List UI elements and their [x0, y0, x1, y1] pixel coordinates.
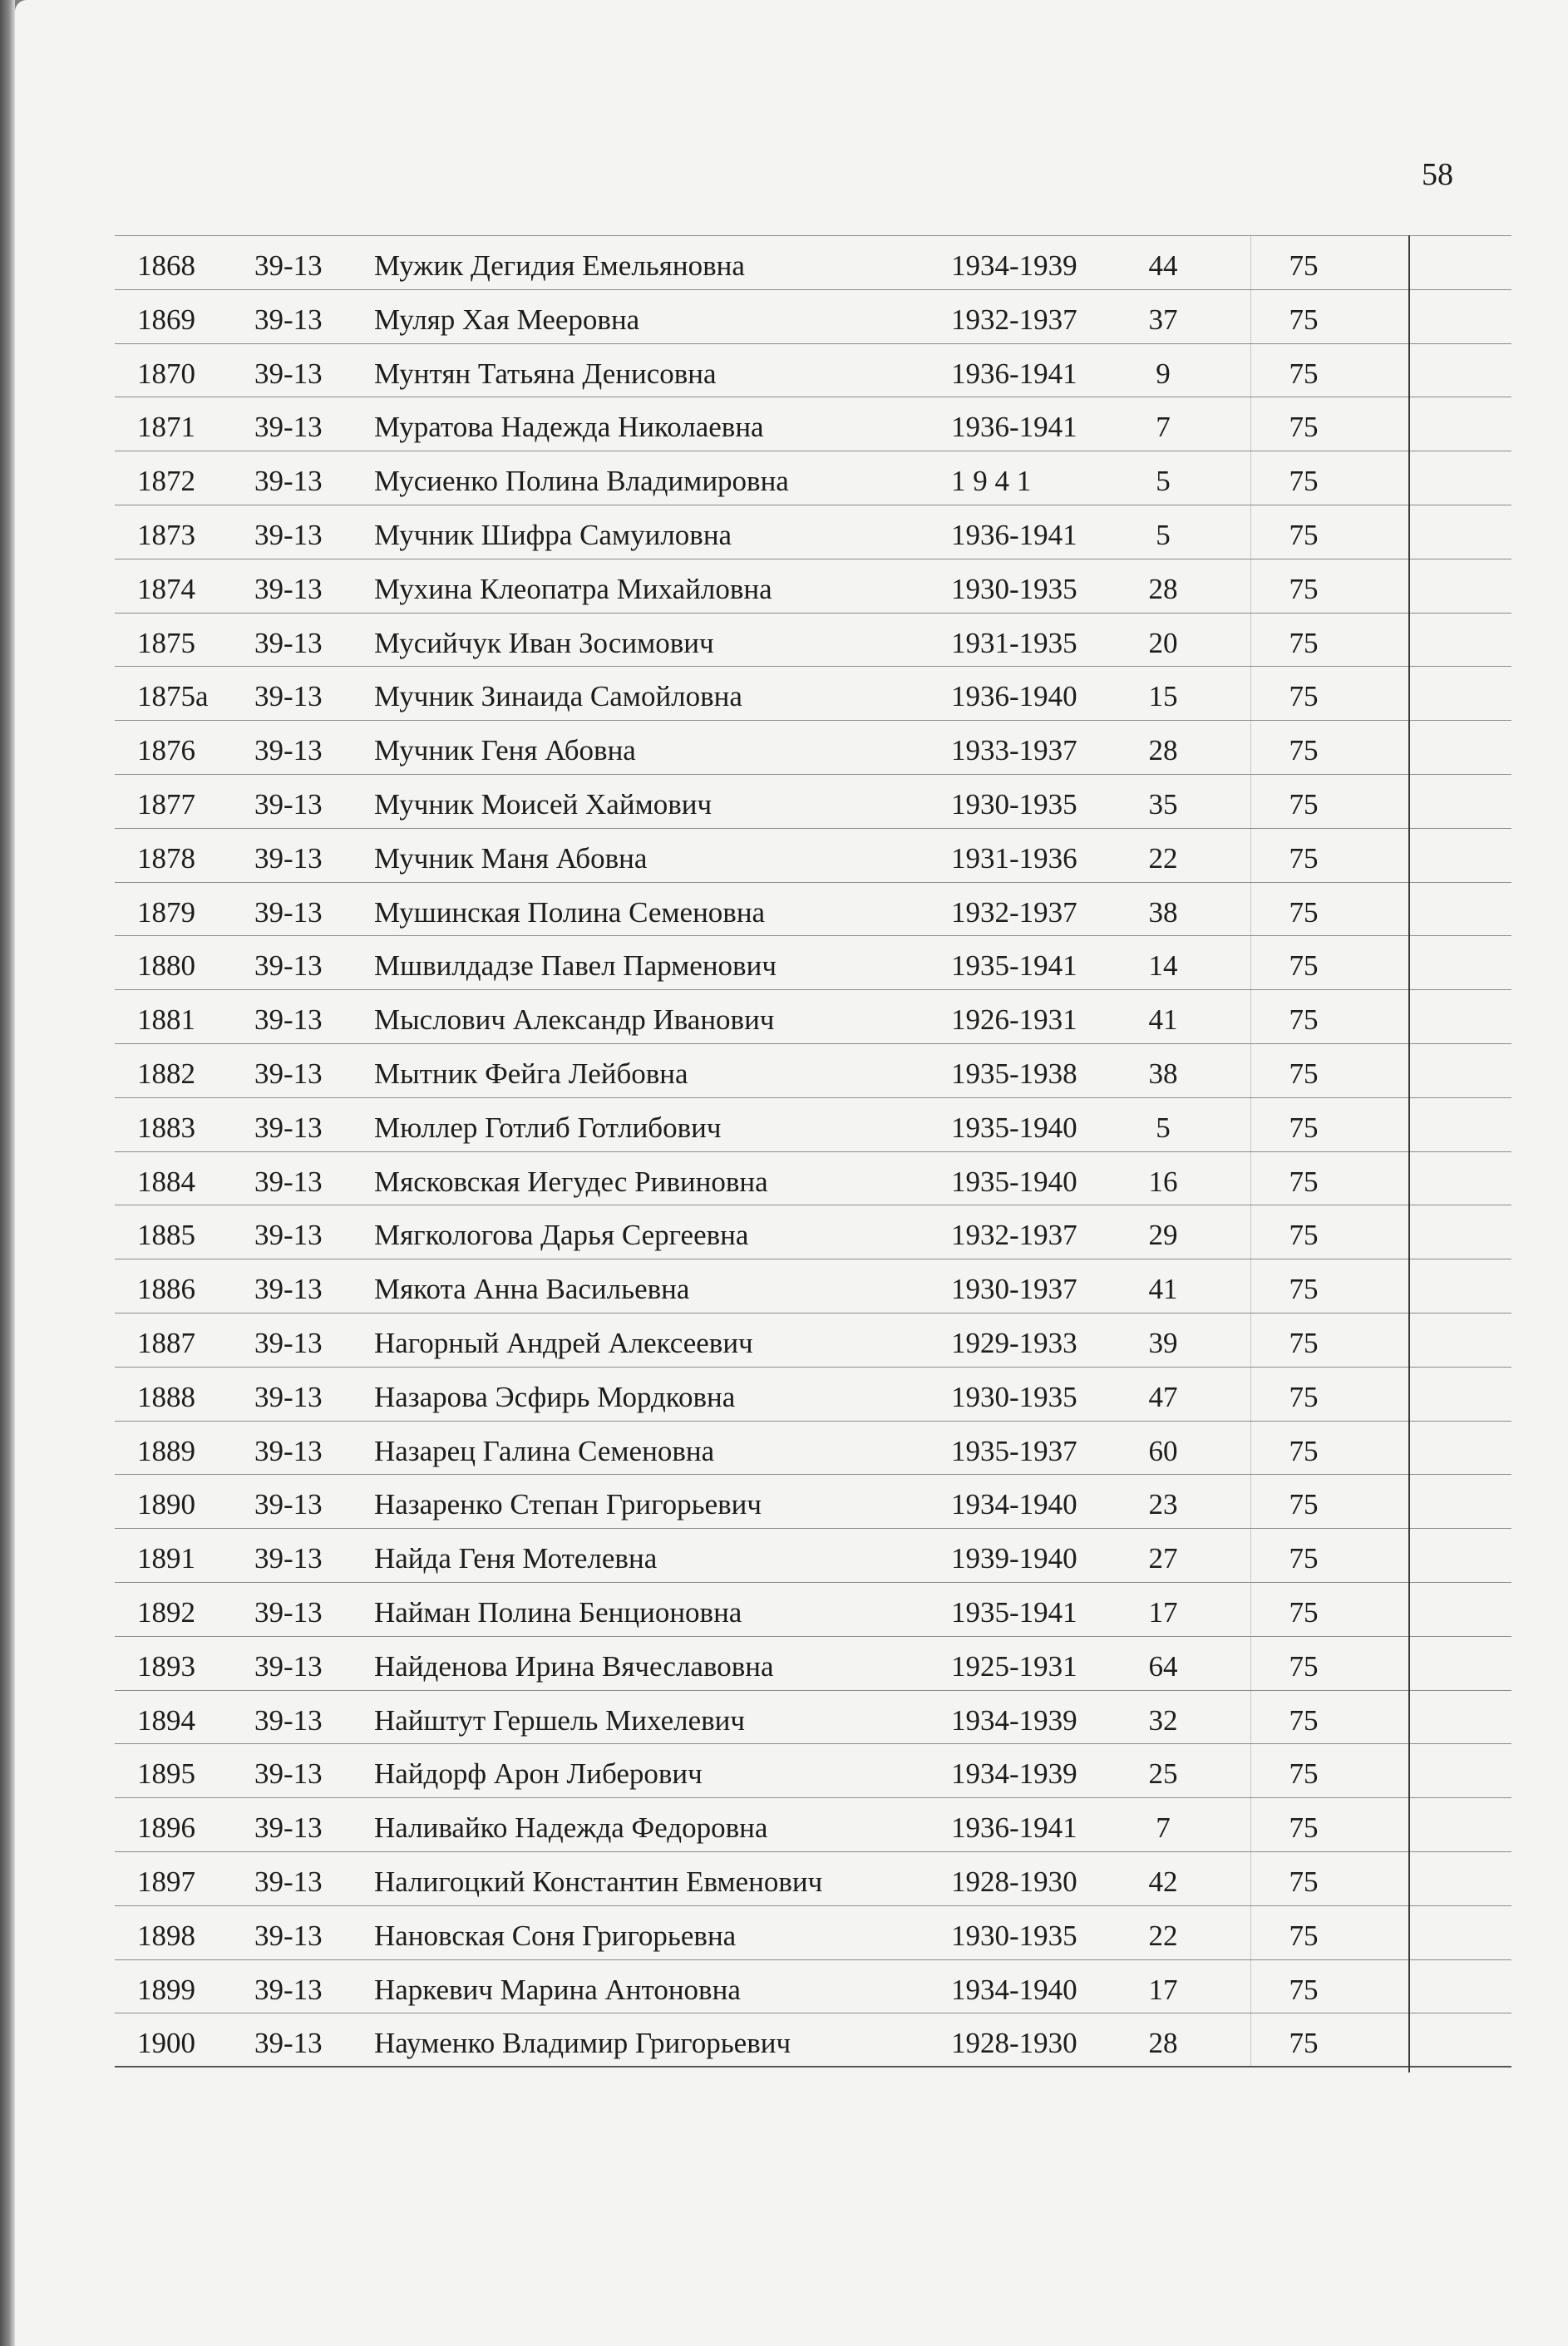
record-code: 39-13: [254, 734, 323, 767]
column-separator: [1250, 1368, 1251, 1421]
person-name: Найштут Гершель Михелевич: [374, 1703, 746, 1737]
record-code: 39-13: [254, 465, 323, 498]
record-count: 27: [1148, 1542, 1178, 1575]
record-code: 39-13: [254, 1488, 323, 1521]
record-years: 1935-1941: [951, 949, 1077, 983]
record-code: 39-13: [254, 1326, 323, 1359]
column-separator: [1250, 721, 1251, 774]
column-separator: [1250, 990, 1251, 1043]
record-count: 42: [1148, 1865, 1178, 1898]
record-count: 22: [1148, 841, 1178, 875]
column-separator: [1250, 1475, 1251, 1528]
record-years: 1934-1939: [951, 1757, 1077, 1791]
record-count: 39: [1148, 1326, 1178, 1359]
table-row: [115, 1744, 1511, 1798]
record-code: 39-13: [254, 895, 323, 929]
record-code: 39-13: [254, 572, 323, 605]
column-separator: [1250, 505, 1251, 559]
person-name: Найда Геня Мотелевна: [374, 1542, 658, 1575]
records-table: [115, 235, 1511, 2068]
record-value: 75: [1289, 1595, 1319, 1629]
record-code: 39-13: [254, 680, 323, 713]
record-value: 75: [1289, 1542, 1319, 1575]
record-number: 1875: [137, 626, 195, 659]
record-years: 1935-1937: [951, 1434, 1077, 1467]
record-code: 39-13: [254, 1165, 323, 1198]
record-number: 1885: [137, 1219, 195, 1252]
table-row: [115, 451, 1511, 505]
record-years: 1 9 4 1: [951, 465, 1032, 498]
record-count: 17: [1148, 1595, 1178, 1629]
person-name: Мучник Зинаида Самойловна: [374, 680, 742, 713]
record-count: 29: [1148, 1219, 1178, 1252]
record-years: 1936-1941: [951, 1811, 1077, 1845]
record-code: 39-13: [254, 787, 323, 821]
record-number: 1870: [137, 357, 195, 390]
table-row: [115, 1583, 1511, 1637]
record-number: 1893: [137, 1649, 195, 1683]
column-separator: [1250, 614, 1251, 667]
table-row: [115, 505, 1511, 559]
record-code: 39-13: [254, 1595, 323, 1629]
record-years: 1936-1941: [951, 357, 1077, 390]
table-row: [115, 775, 1511, 829]
person-name: Мухина Клеопатра Михайловна: [374, 572, 772, 605]
record-value: 75: [1289, 626, 1319, 659]
person-name: Мучник Маня Абовна: [374, 841, 648, 875]
record-years: 1928-1930: [951, 2027, 1077, 2060]
record-code: 39-13: [254, 1757, 323, 1791]
table-row: [115, 2013, 1511, 2068]
page-number: 58: [1422, 157, 1453, 192]
record-count: 41: [1148, 1003, 1178, 1037]
person-name: Науменко Владимир Григорьевич: [374, 2027, 791, 2060]
record-number: 1898: [137, 1919, 195, 1952]
record-code: 39-13: [254, 841, 323, 875]
person-name: Мужик Дегидия Емельяновна: [374, 249, 745, 282]
person-name: Мясковская Иегудес Ривиновна: [374, 1165, 768, 1198]
record-code: 39-13: [254, 1380, 323, 1413]
record-number: 1881: [137, 1003, 195, 1037]
column-separator: [1250, 1422, 1251, 1475]
record-count: 35: [1148, 787, 1178, 821]
table-row: [115, 1960, 1511, 2014]
record-value: 75: [1289, 249, 1319, 282]
record-code: 39-13: [254, 1542, 323, 1575]
record-years: 1935-1940: [951, 1165, 1077, 1198]
record-number: 1878: [137, 841, 195, 875]
record-years: 1932-1937: [951, 303, 1077, 336]
record-code: 39-13: [254, 1003, 323, 1037]
column-separator: [1250, 1960, 1251, 2013]
record-number: 1882: [137, 1057, 195, 1090]
person-name: Мшвилдадзе Павел Парменович: [374, 949, 777, 983]
column-separator: [1250, 829, 1251, 882]
record-count: 9: [1156, 357, 1171, 390]
record-value: 75: [1289, 1273, 1319, 1306]
record-number: 1897: [137, 1865, 195, 1898]
record-code: 39-13: [254, 518, 323, 551]
record-years: 1930-1937: [951, 1273, 1077, 1306]
record-count: 28: [1148, 734, 1178, 767]
record-years: 1933-1937: [951, 734, 1077, 767]
person-name: Мыслович Александр Иванович: [374, 1003, 775, 1037]
person-name: Мякота Анна Васильевна: [374, 1273, 690, 1306]
record-count: 41: [1148, 1273, 1178, 1306]
record-count: 60: [1148, 1434, 1178, 1467]
table-row: [115, 1422, 1511, 1476]
record-code: 39-13: [254, 1649, 323, 1683]
person-name: Мюллер Готлиб Готлибович: [374, 1111, 722, 1144]
record-number: 1880: [137, 949, 195, 983]
record-value: 75: [1289, 1919, 1319, 1952]
record-number: 1883: [137, 1111, 195, 1144]
record-number: 1871: [137, 411, 195, 444]
person-name: Мучник Моисей Хаймович: [374, 787, 713, 821]
column-separator: [1250, 1152, 1251, 1205]
record-value: 75: [1289, 1973, 1319, 2006]
record-value: 75: [1289, 1488, 1319, 1521]
record-value: 75: [1289, 1219, 1319, 1252]
table-row: [115, 1205, 1511, 1259]
record-count: 44: [1148, 249, 1178, 282]
record-code: 39-13: [254, 1057, 323, 1090]
table-row: [115, 290, 1511, 344]
record-count: 17: [1148, 1973, 1178, 2006]
record-count: 5: [1156, 465, 1171, 498]
column-separator: [1250, 1583, 1251, 1636]
table-row: [115, 1368, 1511, 1422]
column-separator: [1250, 1744, 1251, 1797]
record-number: 1889: [137, 1434, 195, 1467]
record-code: 39-13: [254, 1273, 323, 1306]
person-name: Мытник Фейга Лейбовна: [374, 1057, 688, 1090]
column-separator: [1250, 344, 1251, 397]
record-years: 1930-1935: [951, 787, 1077, 821]
record-code: 39-13: [254, 1434, 323, 1467]
person-name: Мучник Геня Абовна: [374, 734, 636, 767]
person-name: Муляр Хая Мееровна: [374, 303, 640, 336]
record-count: 7: [1156, 411, 1171, 444]
record-number: 1890: [137, 1488, 195, 1521]
column-separator: [1250, 1906, 1251, 1959]
record-number: 1869: [137, 303, 195, 336]
record-count: 28: [1148, 572, 1178, 605]
record-code: 39-13: [254, 626, 323, 659]
record-number: 1875а: [137, 680, 209, 713]
record-number: 1899: [137, 1973, 195, 2006]
record-number: 1879: [137, 895, 195, 929]
record-years: 1931-1936: [951, 841, 1077, 875]
record-count: 20: [1148, 626, 1178, 659]
record-years: 1934-1939: [951, 249, 1077, 282]
column-separator: [1250, 2013, 1251, 2066]
table-row: [115, 1313, 1511, 1368]
person-name: Найдорф Арон Либерович: [374, 1757, 703, 1791]
table-row: [115, 1691, 1511, 1745]
record-years: 1928-1930: [951, 1865, 1077, 1898]
column-separator: [1250, 936, 1251, 989]
person-name: Мушинская Полина Семеновна: [374, 895, 766, 929]
table-row: [115, 397, 1511, 451]
record-number: 1884: [137, 1165, 195, 1198]
table-row: [115, 990, 1511, 1044]
column-separator: [1250, 1044, 1251, 1097]
person-name: Нагорный Андрей Алексеевич: [374, 1326, 753, 1359]
table-row: [115, 936, 1511, 990]
record-code: 39-13: [254, 1811, 323, 1845]
table-row: [115, 559, 1511, 614]
column-separator: [1250, 1798, 1251, 1851]
column-separator: [1250, 1098, 1251, 1151]
record-code: 39-13: [254, 249, 323, 282]
record-code: 39-13: [254, 1865, 323, 1898]
person-name: Нановская Соня Григорьевна: [374, 1919, 737, 1952]
record-value: 75: [1289, 1865, 1319, 1898]
record-count: 64: [1148, 1649, 1178, 1683]
person-name: Назаренко Степан Григорьевич: [374, 1488, 762, 1521]
table-row: [115, 1475, 1511, 1529]
record-number: 1868: [137, 249, 195, 282]
record-years: 1936-1941: [951, 518, 1077, 551]
record-number: 1873: [137, 518, 195, 551]
record-years: 1936-1940: [951, 680, 1077, 713]
table-right-border: [1408, 235, 1410, 2072]
table-row: [115, 1637, 1511, 1691]
table-row: [115, 1906, 1511, 1960]
record-number: 1876: [137, 734, 195, 767]
person-name: Мучник Шифра Самуиловна: [374, 518, 732, 551]
record-value: 75: [1289, 518, 1319, 551]
table-row: [115, 1098, 1511, 1152]
record-count: 37: [1148, 303, 1178, 336]
table-row: [115, 344, 1511, 398]
column-separator: [1250, 290, 1251, 343]
record-code: 39-13: [254, 357, 323, 390]
record-value: 75: [1289, 1057, 1319, 1090]
record-count: 7: [1156, 1811, 1171, 1845]
column-separator: [1250, 1529, 1251, 1582]
record-value: 75: [1289, 787, 1319, 821]
column-separator: [1250, 775, 1251, 828]
person-name: Налигоцкий Константин Евменович: [374, 1865, 823, 1898]
record-code: 39-13: [254, 1111, 323, 1144]
table-row: [115, 1044, 1511, 1098]
record-count: 5: [1156, 1111, 1171, 1144]
column-separator: [1250, 1691, 1251, 1744]
record-value: 75: [1289, 1111, 1319, 1144]
record-value: 75: [1289, 572, 1319, 605]
record-years: 1925-1931: [951, 1649, 1077, 1683]
record-number: 1891: [137, 1542, 195, 1575]
binding-edge: [0, 0, 15, 2346]
record-value: 75: [1289, 465, 1319, 498]
column-separator: [1250, 1205, 1251, 1259]
record-value: 75: [1289, 1165, 1319, 1198]
record-value: 75: [1289, 1649, 1319, 1683]
column-separator: [1250, 1852, 1251, 1905]
record-value: 75: [1289, 734, 1319, 767]
record-count: 47: [1148, 1380, 1178, 1413]
table-row: [115, 721, 1511, 775]
record-code: 39-13: [254, 1973, 323, 2006]
record-years: 1930-1935: [951, 1919, 1077, 1952]
table-row: [115, 1798, 1511, 1852]
column-separator: [1250, 1313, 1251, 1367]
record-number: 1895: [137, 1757, 195, 1791]
record-code: 39-13: [254, 303, 323, 336]
record-number: 1894: [137, 1703, 195, 1737]
table-row: [115, 1152, 1511, 1206]
record-years: 1931-1935: [951, 626, 1077, 659]
record-count: 5: [1156, 518, 1171, 551]
record-years: 1935-1941: [951, 1595, 1077, 1629]
record-code: 39-13: [254, 2027, 323, 2060]
table-row: [115, 1259, 1511, 1313]
record-value: 75: [1289, 2027, 1319, 2060]
record-years: 1934-1940: [951, 1973, 1077, 2006]
record-count: 15: [1148, 680, 1178, 713]
person-name: Найман Полина Бенционовна: [374, 1595, 742, 1629]
person-name: Муратова Надежда Николаевна: [374, 411, 764, 444]
record-value: 75: [1289, 949, 1319, 983]
column-separator: [1250, 559, 1251, 613]
record-number: 1874: [137, 572, 195, 605]
record-value: 75: [1289, 1703, 1319, 1737]
table-row: [115, 883, 1511, 937]
record-count: 32: [1148, 1703, 1178, 1737]
record-count: 25: [1148, 1757, 1178, 1791]
record-years: 1932-1937: [951, 895, 1077, 929]
record-value: 75: [1289, 357, 1319, 390]
record-value: 75: [1289, 1380, 1319, 1413]
table-row: [115, 1529, 1511, 1583]
column-separator: [1250, 883, 1251, 936]
record-value: 75: [1289, 1003, 1319, 1037]
column-separator: [1250, 1259, 1251, 1313]
record-count: 38: [1148, 895, 1178, 929]
record-count: 38: [1148, 1057, 1178, 1090]
person-name: Мунтян Татьяна Денисовна: [374, 357, 717, 390]
record-number: 1896: [137, 1811, 195, 1845]
table-row: [115, 236, 1511, 290]
record-years: 1932-1937: [951, 1219, 1077, 1252]
column-separator: [1250, 451, 1251, 505]
record-years: 1930-1935: [951, 1380, 1077, 1413]
record-code: 39-13: [254, 1703, 323, 1737]
record-code: 39-13: [254, 1919, 323, 1952]
record-value: 75: [1289, 895, 1319, 929]
record-value: 75: [1289, 1757, 1319, 1791]
person-name: Мусиенко Полина Владимировна: [374, 465, 789, 498]
person-name: Назарова Эсфирь Мордковна: [374, 1380, 736, 1413]
column-separator: [1250, 397, 1251, 451]
record-years: 1934-1940: [951, 1488, 1077, 1521]
record-years: 1929-1933: [951, 1326, 1077, 1359]
table-row: [115, 614, 1511, 668]
record-years: 1939-1940: [951, 1542, 1077, 1575]
record-value: 75: [1289, 1326, 1319, 1359]
record-value: 75: [1289, 841, 1319, 875]
table-row: [115, 1852, 1511, 1906]
record-number: 1872: [137, 465, 195, 498]
record-years: 1934-1939: [951, 1703, 1077, 1737]
record-number: 1877: [137, 787, 195, 821]
record-years: 1935-1938: [951, 1057, 1077, 1090]
record-number: 1886: [137, 1273, 195, 1306]
person-name: Наркевич Марина Антоновна: [374, 1973, 741, 2006]
record-years: 1936-1941: [951, 411, 1077, 444]
table-row: [115, 667, 1511, 721]
record-value: 75: [1289, 680, 1319, 713]
record-value: 75: [1289, 411, 1319, 444]
person-name: Назарец Галина Семеновна: [374, 1434, 715, 1467]
person-name: Мусийчук Иван Зосимович: [374, 626, 714, 659]
record-code: 39-13: [254, 1219, 323, 1252]
table-row: [115, 829, 1511, 883]
record-number: 1887: [137, 1326, 195, 1359]
column-separator: [1250, 1637, 1251, 1690]
person-name: Найденова Ирина Вячеславовна: [374, 1649, 774, 1683]
record-count: 22: [1148, 1919, 1178, 1952]
record-value: 75: [1289, 303, 1319, 336]
person-name: Наливайко Надежда Федоровна: [374, 1811, 768, 1845]
record-count: 23: [1148, 1488, 1178, 1521]
record-number: 1900: [137, 2027, 195, 2060]
record-code: 39-13: [254, 949, 323, 983]
record-years: 1930-1935: [951, 572, 1077, 605]
record-code: 39-13: [254, 411, 323, 444]
column-separator: [1250, 667, 1251, 720]
column-separator: [1250, 236, 1251, 289]
person-name: Мягкологова Дарья Сергеевна: [374, 1219, 749, 1252]
record-years: 1926-1931: [951, 1003, 1077, 1037]
record-count: 28: [1148, 2027, 1178, 2060]
record-count: 14: [1148, 949, 1178, 983]
record-value: 75: [1289, 1434, 1319, 1467]
record-number: 1892: [137, 1595, 195, 1629]
record-years: 1935-1940: [951, 1111, 1077, 1144]
record-count: 16: [1148, 1165, 1178, 1198]
record-value: 75: [1289, 1811, 1319, 1845]
record-number: 1888: [137, 1380, 195, 1413]
